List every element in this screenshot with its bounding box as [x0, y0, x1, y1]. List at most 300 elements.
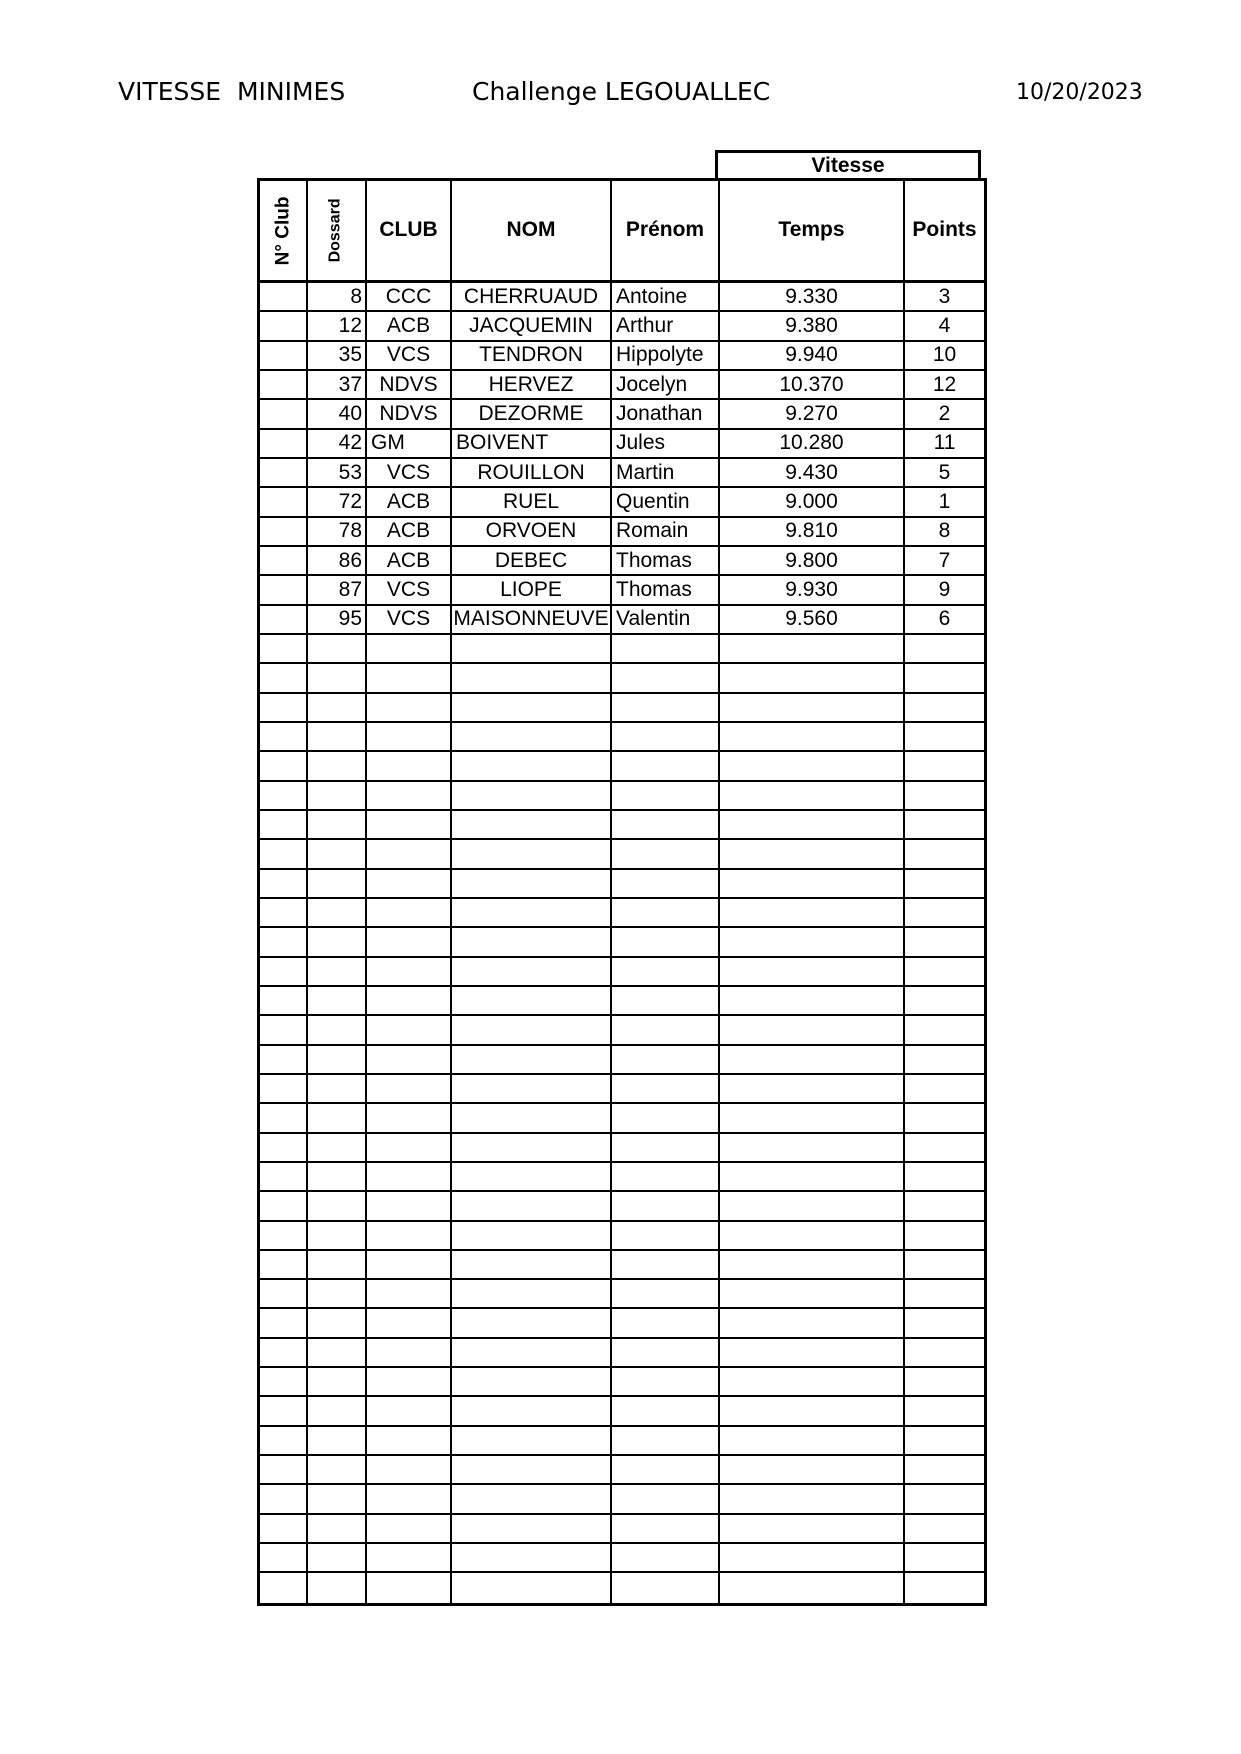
empty-cell	[450, 840, 610, 869]
empty-cell	[718, 1104, 903, 1133]
empty-cell	[450, 1251, 610, 1280]
empty-cell	[610, 1515, 718, 1544]
empty-cell	[718, 840, 903, 869]
empty-cell	[610, 1222, 718, 1251]
cell-dossard: 72	[306, 488, 365, 517]
empty-cell	[610, 1134, 718, 1163]
empty-cell	[903, 899, 984, 928]
empty-cell	[610, 1163, 718, 1192]
cell-club: ACB	[365, 488, 450, 517]
empty-cell	[718, 1456, 903, 1485]
cell-dossard: 53	[306, 459, 365, 488]
empty-cell	[450, 1309, 610, 1338]
empty-cell	[260, 782, 306, 811]
cell-nom: DEBEC	[450, 547, 610, 576]
empty-cell	[610, 1309, 718, 1338]
empty-cell	[260, 1104, 306, 1133]
empty-cell	[610, 1280, 718, 1309]
empty-cell	[610, 958, 718, 987]
cell-dossard: 40	[306, 400, 365, 429]
empty-cell	[260, 1397, 306, 1426]
empty-cell	[306, 1251, 365, 1280]
cell-club-number	[260, 518, 306, 547]
empty-cell	[365, 782, 450, 811]
cell-prenom: Antoine	[610, 283, 718, 312]
empty-cell	[450, 664, 610, 693]
empty-cell	[260, 1309, 306, 1338]
empty-cell	[260, 694, 306, 723]
empty-cell	[306, 1104, 365, 1133]
cell-nom: DEZORME	[450, 400, 610, 429]
empty-cell	[306, 1075, 365, 1104]
cell-club-number	[260, 606, 306, 635]
cell-nom: HERVEZ	[450, 371, 610, 400]
cell-dossard: 8	[306, 283, 365, 312]
empty-cell	[306, 664, 365, 693]
empty-cell	[718, 928, 903, 957]
empty-cell	[260, 958, 306, 987]
cell-prenom: Thomas	[610, 547, 718, 576]
cell-club-number	[260, 430, 306, 459]
column-header-club-number	[260, 181, 306, 283]
cell-prenom: Quentin	[610, 488, 718, 517]
empty-cell	[260, 1573, 306, 1602]
empty-cell	[610, 1397, 718, 1426]
empty-cell	[306, 635, 365, 664]
empty-cell	[260, 1485, 306, 1514]
empty-cell	[718, 1280, 903, 1309]
empty-cell	[903, 1075, 984, 1104]
empty-cell	[306, 1339, 365, 1368]
empty-cell	[306, 1456, 365, 1485]
empty-cell	[718, 723, 903, 752]
cell-prenom: Arthur	[610, 312, 718, 341]
empty-cell	[903, 1309, 984, 1338]
empty-cell	[365, 752, 450, 781]
empty-cell	[260, 752, 306, 781]
empty-cell	[450, 811, 610, 840]
empty-cell	[718, 1075, 903, 1104]
empty-cell	[903, 1046, 984, 1075]
cell-dossard: 42	[306, 430, 365, 459]
cell-dossard: 37	[306, 371, 365, 400]
empty-cell	[365, 635, 450, 664]
empty-cell	[260, 1192, 306, 1221]
empty-cell	[365, 811, 450, 840]
cell-club-number	[260, 488, 306, 517]
empty-cell	[306, 899, 365, 928]
empty-cell	[903, 840, 984, 869]
empty-cell	[306, 840, 365, 869]
cell-temps: 9.810	[718, 518, 903, 547]
column-header-temps: Temps	[718, 181, 903, 283]
cell-club-number	[260, 283, 306, 312]
document-title: VITESSE MINIMES	[118, 77, 346, 106]
empty-cell	[450, 1280, 610, 1309]
empty-cell	[903, 811, 984, 840]
empty-cell	[306, 1485, 365, 1514]
empty-cell	[450, 1368, 610, 1397]
empty-cell	[450, 782, 610, 811]
empty-cell	[718, 1397, 903, 1426]
empty-cell	[450, 1544, 610, 1573]
empty-cell	[718, 1309, 903, 1338]
cell-points: 10	[903, 342, 984, 371]
empty-cell	[450, 1016, 610, 1045]
empty-cell	[903, 987, 984, 1016]
empty-cell	[903, 870, 984, 899]
column-header-prenom: Prénom	[610, 181, 718, 283]
empty-cell	[450, 1456, 610, 1485]
cell-club-number	[260, 459, 306, 488]
cell-dossard: 95	[306, 606, 365, 635]
empty-cell	[365, 1368, 450, 1397]
empty-cell	[610, 928, 718, 957]
cell-nom: JACQUEMIN	[450, 312, 610, 341]
column-header-club-number-label: N° Club	[272, 196, 294, 265]
empty-cell	[306, 1427, 365, 1456]
empty-cell	[903, 1397, 984, 1426]
empty-cell	[306, 1163, 365, 1192]
cell-club: VCS	[365, 576, 450, 605]
cell-points: 2	[903, 400, 984, 429]
cell-club: NDVS	[365, 400, 450, 429]
empty-cell	[260, 1456, 306, 1485]
cell-points: 7	[903, 547, 984, 576]
empty-cell	[260, 1280, 306, 1309]
empty-cell	[260, 870, 306, 899]
empty-cell	[450, 899, 610, 928]
empty-cell	[903, 1544, 984, 1573]
cell-club: ACB	[365, 518, 450, 547]
empty-cell	[903, 1016, 984, 1045]
empty-cell	[718, 1515, 903, 1544]
empty-cell	[610, 694, 718, 723]
empty-cell	[306, 1368, 365, 1397]
empty-cell	[718, 1427, 903, 1456]
empty-cell	[903, 1163, 984, 1192]
empty-cell	[365, 1134, 450, 1163]
empty-cell	[903, 1456, 984, 1485]
cell-temps: 9.330	[718, 283, 903, 312]
empty-cell	[450, 1573, 610, 1602]
empty-cell	[365, 1192, 450, 1221]
empty-cell	[306, 928, 365, 957]
empty-cell	[306, 723, 365, 752]
empty-cell	[365, 1456, 450, 1485]
empty-cell	[365, 1515, 450, 1544]
empty-cell	[903, 1222, 984, 1251]
empty-cell	[610, 1046, 718, 1075]
empty-cell	[306, 752, 365, 781]
empty-cell	[365, 1104, 450, 1133]
cell-points: 12	[903, 371, 984, 400]
empty-cell	[903, 958, 984, 987]
empty-cell	[610, 723, 718, 752]
cell-temps: 10.280	[718, 430, 903, 459]
empty-cell	[903, 1134, 984, 1163]
cell-prenom: Romain	[610, 518, 718, 547]
event-title: Challenge LEGOUALLEC	[472, 77, 771, 106]
empty-cell	[610, 1104, 718, 1133]
empty-cell	[260, 1427, 306, 1456]
empty-cell	[450, 987, 610, 1016]
cell-points: 11	[903, 430, 984, 459]
cell-prenom: Jocelyn	[610, 371, 718, 400]
empty-cell	[718, 782, 903, 811]
empty-cell	[903, 1280, 984, 1309]
empty-cell	[306, 1397, 365, 1426]
empty-cell	[450, 694, 610, 723]
empty-cell	[610, 870, 718, 899]
empty-cell	[450, 870, 610, 899]
empty-cell	[718, 1192, 903, 1221]
empty-cell	[450, 1104, 610, 1133]
empty-cell	[365, 987, 450, 1016]
empty-cell	[365, 840, 450, 869]
column-header-points: Points	[903, 181, 984, 283]
cell-club-number	[260, 576, 306, 605]
empty-cell	[610, 1485, 718, 1514]
empty-cell	[306, 694, 365, 723]
cell-points: 3	[903, 283, 984, 312]
empty-cell	[450, 1515, 610, 1544]
cell-club: VCS	[365, 342, 450, 371]
empty-cell	[903, 1573, 984, 1602]
empty-cell	[718, 1544, 903, 1573]
empty-cell	[260, 1222, 306, 1251]
cell-prenom: Jonathan	[610, 400, 718, 429]
empty-cell	[260, 1251, 306, 1280]
empty-cell	[365, 1046, 450, 1075]
empty-cell	[260, 1016, 306, 1045]
empty-cell	[260, 635, 306, 664]
empty-cell	[718, 1046, 903, 1075]
empty-cell	[718, 1251, 903, 1280]
cell-dossard: 35	[306, 342, 365, 371]
empty-cell	[365, 1544, 450, 1573]
empty-cell	[260, 1134, 306, 1163]
empty-cell	[610, 840, 718, 869]
empty-cell	[260, 811, 306, 840]
empty-cell	[450, 1485, 610, 1514]
empty-cell	[450, 1339, 610, 1368]
empty-cell	[260, 1339, 306, 1368]
cell-club: VCS	[365, 606, 450, 635]
empty-cell	[718, 1163, 903, 1192]
empty-cell	[610, 1573, 718, 1602]
cell-temps: 9.430	[718, 459, 903, 488]
empty-cell	[718, 899, 903, 928]
cell-prenom: Valentin	[610, 606, 718, 635]
cell-club: ACB	[365, 312, 450, 341]
cell-nom: CHERRUAUD	[450, 283, 610, 312]
empty-cell	[903, 752, 984, 781]
empty-cell	[610, 1016, 718, 1045]
empty-cell	[903, 1251, 984, 1280]
cell-temps: 9.940	[718, 342, 903, 371]
cell-points: 8	[903, 518, 984, 547]
empty-cell	[450, 1192, 610, 1221]
empty-cell	[450, 1075, 610, 1104]
cell-dossard: 87	[306, 576, 365, 605]
empty-cell	[610, 811, 718, 840]
empty-cell	[365, 1339, 450, 1368]
cell-nom: ROUILLON	[450, 459, 610, 488]
empty-cell	[260, 928, 306, 957]
empty-cell	[450, 752, 610, 781]
empty-cell	[718, 987, 903, 1016]
empty-cell	[903, 928, 984, 957]
cell-nom: TENDRON	[450, 342, 610, 371]
empty-cell	[450, 1134, 610, 1163]
empty-cell	[718, 870, 903, 899]
empty-cell	[260, 840, 306, 869]
empty-cell	[450, 1163, 610, 1192]
empty-cell	[365, 1222, 450, 1251]
empty-cell	[718, 1016, 903, 1045]
empty-cell	[718, 1573, 903, 1602]
empty-cell	[306, 987, 365, 1016]
cell-temps: 9.930	[718, 576, 903, 605]
empty-cell	[260, 1163, 306, 1192]
empty-cell	[365, 1251, 450, 1280]
cell-prenom: Martin	[610, 459, 718, 488]
empty-cell	[365, 723, 450, 752]
vitesse-group-header: Vitesse	[715, 150, 981, 178]
cell-club-number	[260, 312, 306, 341]
empty-cell	[260, 1544, 306, 1573]
empty-cell	[450, 1046, 610, 1075]
cell-dossard: 12	[306, 312, 365, 341]
empty-cell	[903, 1427, 984, 1456]
cell-nom: BOIVENT	[450, 430, 610, 459]
cell-temps: 9.000	[718, 488, 903, 517]
empty-cell	[365, 1397, 450, 1426]
empty-cell	[365, 1427, 450, 1456]
cell-points: 5	[903, 459, 984, 488]
empty-cell	[610, 635, 718, 664]
empty-cell	[718, 1339, 903, 1368]
empty-cell	[365, 694, 450, 723]
cell-prenom: Jules	[610, 430, 718, 459]
empty-cell	[718, 694, 903, 723]
empty-cell	[260, 1515, 306, 1544]
empty-cell	[903, 1104, 984, 1133]
empty-cell	[365, 1309, 450, 1338]
results-table	[257, 178, 987, 1606]
empty-cell	[306, 870, 365, 899]
empty-cell	[306, 1046, 365, 1075]
empty-cell	[365, 1573, 450, 1602]
empty-cell	[718, 958, 903, 987]
cell-club: NDVS	[365, 371, 450, 400]
empty-cell	[365, 928, 450, 957]
cell-club-number	[260, 342, 306, 371]
empty-cell	[306, 1134, 365, 1163]
cell-temps: 10.370	[718, 371, 903, 400]
cell-club: GM	[365, 430, 450, 459]
empty-cell	[610, 899, 718, 928]
empty-cell	[903, 723, 984, 752]
empty-cell	[610, 664, 718, 693]
empty-cell	[903, 635, 984, 664]
empty-cell	[365, 664, 450, 693]
empty-cell	[718, 1222, 903, 1251]
column-header-nom: NOM	[450, 181, 610, 283]
empty-cell	[450, 1427, 610, 1456]
empty-cell	[306, 1544, 365, 1573]
empty-cell	[306, 782, 365, 811]
empty-cell	[260, 1046, 306, 1075]
empty-cell	[365, 1075, 450, 1104]
cell-dossard: 86	[306, 547, 365, 576]
empty-cell	[450, 1222, 610, 1251]
empty-cell	[365, 870, 450, 899]
empty-cell	[306, 1280, 365, 1309]
empty-cell	[610, 1456, 718, 1485]
empty-cell	[718, 1368, 903, 1397]
empty-cell	[610, 1427, 718, 1456]
empty-cell	[718, 664, 903, 693]
empty-cell	[610, 1339, 718, 1368]
empty-cell	[450, 723, 610, 752]
empty-cell	[903, 782, 984, 811]
empty-cell	[365, 1163, 450, 1192]
document-date: 10/20/2023	[1016, 80, 1143, 105]
empty-cell	[450, 1397, 610, 1426]
empty-cell	[903, 1485, 984, 1514]
cell-nom: MAISONNEUVE	[450, 606, 610, 635]
column-header-dossard	[306, 181, 365, 283]
cell-nom: RUEL	[450, 488, 610, 517]
empty-cell	[450, 635, 610, 664]
empty-cell	[365, 1280, 450, 1309]
empty-cell	[306, 811, 365, 840]
empty-cell	[903, 1339, 984, 1368]
empty-cell	[610, 1075, 718, 1104]
empty-cell	[718, 752, 903, 781]
empty-cell	[365, 899, 450, 928]
empty-cell	[260, 987, 306, 1016]
empty-cell	[903, 1192, 984, 1221]
empty-cell	[610, 987, 718, 1016]
empty-cell	[260, 664, 306, 693]
empty-cell	[903, 664, 984, 693]
column-header-dossard-label: Dossard	[327, 198, 345, 263]
cell-points: 1	[903, 488, 984, 517]
cell-dossard: 78	[306, 518, 365, 547]
empty-cell	[306, 1222, 365, 1251]
cell-prenom: Thomas	[610, 576, 718, 605]
cell-club-number	[260, 400, 306, 429]
empty-cell	[306, 1573, 365, 1602]
empty-cell	[450, 928, 610, 957]
empty-cell	[610, 1368, 718, 1397]
empty-cell	[306, 958, 365, 987]
empty-cell	[306, 1515, 365, 1544]
empty-cell	[610, 752, 718, 781]
cell-temps: 9.800	[718, 547, 903, 576]
empty-cell	[610, 782, 718, 811]
empty-cell	[365, 1016, 450, 1045]
empty-cell	[718, 811, 903, 840]
empty-cell	[306, 1016, 365, 1045]
empty-cell	[903, 1515, 984, 1544]
empty-cell	[610, 1544, 718, 1573]
cell-club: ACB	[365, 547, 450, 576]
empty-cell	[718, 1134, 903, 1163]
